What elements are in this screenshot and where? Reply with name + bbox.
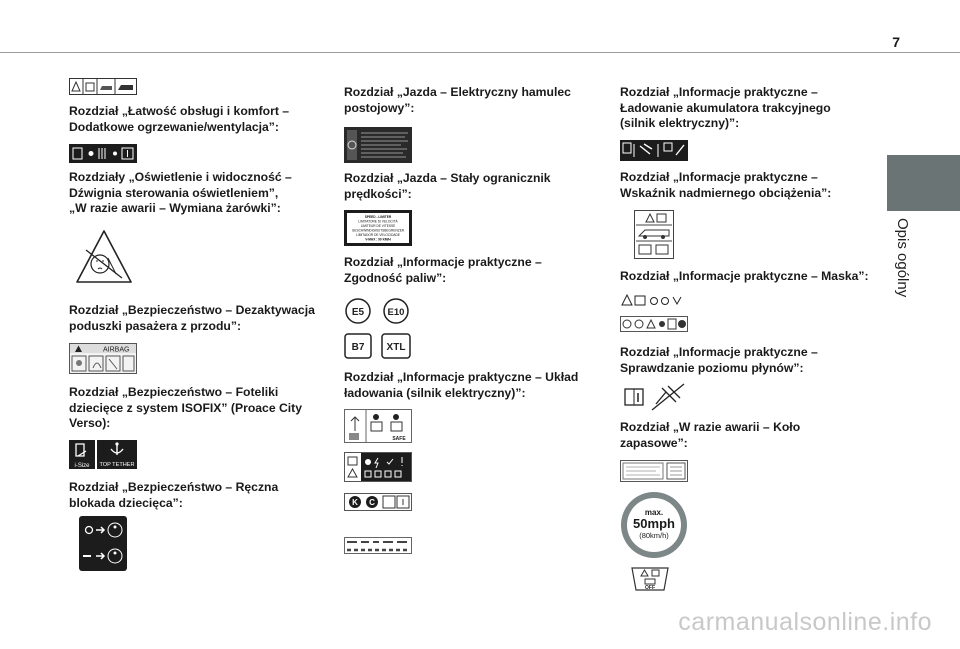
svg-text:OFF: OFF	[645, 585, 655, 591]
charging-warning-label-icon	[344, 452, 412, 487]
caption-parking-brake: Rozdział „Jazda – Elektryczny hamulec postojowy”:	[344, 85, 571, 115]
svg-text:B7: B7	[351, 342, 365, 353]
svg-text:TOP TETHER: TOP TETHER	[99, 462, 135, 468]
fuel-b7-icon	[344, 333, 372, 364]
svg-text:i-Size: i-Size	[74, 463, 90, 469]
svg-text:E5: E5	[351, 307, 365, 318]
charging-system-label-icon	[344, 409, 412, 448]
fuel-xtl-icon	[381, 333, 411, 364]
watermark: carmanualsonline.info	[678, 608, 932, 636]
lighting-label-icon	[69, 144, 137, 168]
svg-text:SAFE: SAFE	[392, 436, 406, 442]
svg-text:C: C	[369, 498, 375, 507]
caption-bonnet: Rozdział „Informacje praktyczne – Maska”:	[620, 269, 869, 283]
tpms-off-label-icon	[630, 566, 670, 597]
svg-text:GESCHWINDIGKEITSBEGRENZER: GESCHWINDIGKEITSBEGRENZER	[351, 228, 405, 233]
svg-text:XTL: XTL	[386, 342, 406, 353]
caption-fluid-levels: Rozdział „Informacje praktyczne – Sprawdzanie poziomu płynów”:	[620, 345, 818, 375]
svg-text:E10: E10	[387, 307, 405, 318]
heater-label-icon	[69, 78, 137, 100]
charging-k-c-label-icon	[344, 493, 412, 516]
fuel-e10-icon	[381, 298, 411, 329]
side-tab-label: Opis ogólny	[894, 218, 911, 298]
svg-text:AIRBAG: AIRBAG	[103, 346, 130, 354]
svg-text:K: K	[352, 498, 358, 507]
charging-icons-strip-icon	[344, 537, 412, 559]
isize-icon	[69, 440, 95, 474]
airbag-label-icon	[69, 343, 137, 379]
caption-fuel: Rozdział „Informacje praktyczne – Zgodność paliw”:	[344, 255, 542, 285]
speed-limiter-label-icon	[344, 210, 412, 251]
caption-lighting: Rozdziały „Oświetlenie i widoczność – Dźwignia sterowania oświetleniem”, „W razie awarii – Wymiana żarówki”:	[69, 170, 292, 215]
caption-isofix: Rozdział „Bezpieczeństwo – Foteliki dziecięce z system ISOFIX” (Proace City Verso):	[69, 385, 303, 430]
svg-text:V-MAX : 90 KM/H: V-MAX : 90 KM/H	[365, 237, 391, 242]
fuel-e5-icon	[344, 298, 372, 329]
svg-text:max.: max.	[644, 508, 664, 517]
caption-battery-charging: Rozdział „Informacje praktyczne – Ładowanie akumulatora trakcyjnego (silnik elektryczny)”:	[620, 85, 831, 130]
airbag-warning-icon	[74, 228, 134, 291]
speed-max-50mph-icon	[620, 491, 688, 564]
top-tether-icon	[97, 440, 137, 474]
caption-spare-wheel: Rozdział „W razie awarii – Koło zapasowe”:	[620, 420, 801, 450]
bonnet-warning-icons-icon	[620, 293, 688, 312]
svg-text:SPEED - LIMITER: SPEED - LIMITER	[364, 215, 392, 219]
caption-speed-limiter: Rozdział „Jazda – Stały ogranicznik prędkości”:	[344, 171, 551, 201]
overload-label-icon	[634, 210, 674, 264]
caption-charging-system: Rozdział „Informacje praktyczne – Układ ładowania (silnik elektryczny)”:	[344, 370, 579, 400]
child-lock-label-icon	[79, 516, 127, 576]
caption-airbag: Rozdział „Bezpieczeństwo – Dezaktywacja poduszki pasażera z przodu”:	[69, 303, 315, 333]
svg-text:LIMITEUR DE VITESSE: LIMITEUR DE VITESSE	[360, 224, 396, 228]
header-rule	[0, 52, 960, 53]
side-tab	[887, 155, 960, 211]
svg-text:50mph: 50mph	[633, 516, 675, 531]
caption-child-lock: Rozdział „Bezpieczeństwo – Ręczna blokada dziecięca”:	[69, 480, 279, 510]
battery-charging-label-icon	[620, 140, 688, 166]
page-number: 7	[892, 34, 900, 50]
fluid-levels-icon	[622, 382, 688, 417]
svg-text:(80km/h): (80km/h)	[639, 531, 669, 540]
caption-comfort-heating: Rozdział „Łatwość obsługi i komfort – Dodatkowe ogrzewanie/wentylacja”:	[69, 104, 290, 134]
svg-text:LIMITATORE DI VELOCITÀ: LIMITATORE DI VELOCITÀ	[358, 219, 398, 224]
spare-wheel-label-icon	[620, 460, 688, 487]
bonnet-label-icon	[620, 316, 688, 337]
caption-overload: Rozdział „Informacje praktyczne – Wskaźnik nadmiernego obciążenia”:	[620, 170, 832, 200]
parking-brake-label-icon	[344, 127, 412, 168]
svg-text:LIMITADOR DE VELOCIDADE: LIMITADOR DE VELOCIDADE	[356, 233, 400, 237]
